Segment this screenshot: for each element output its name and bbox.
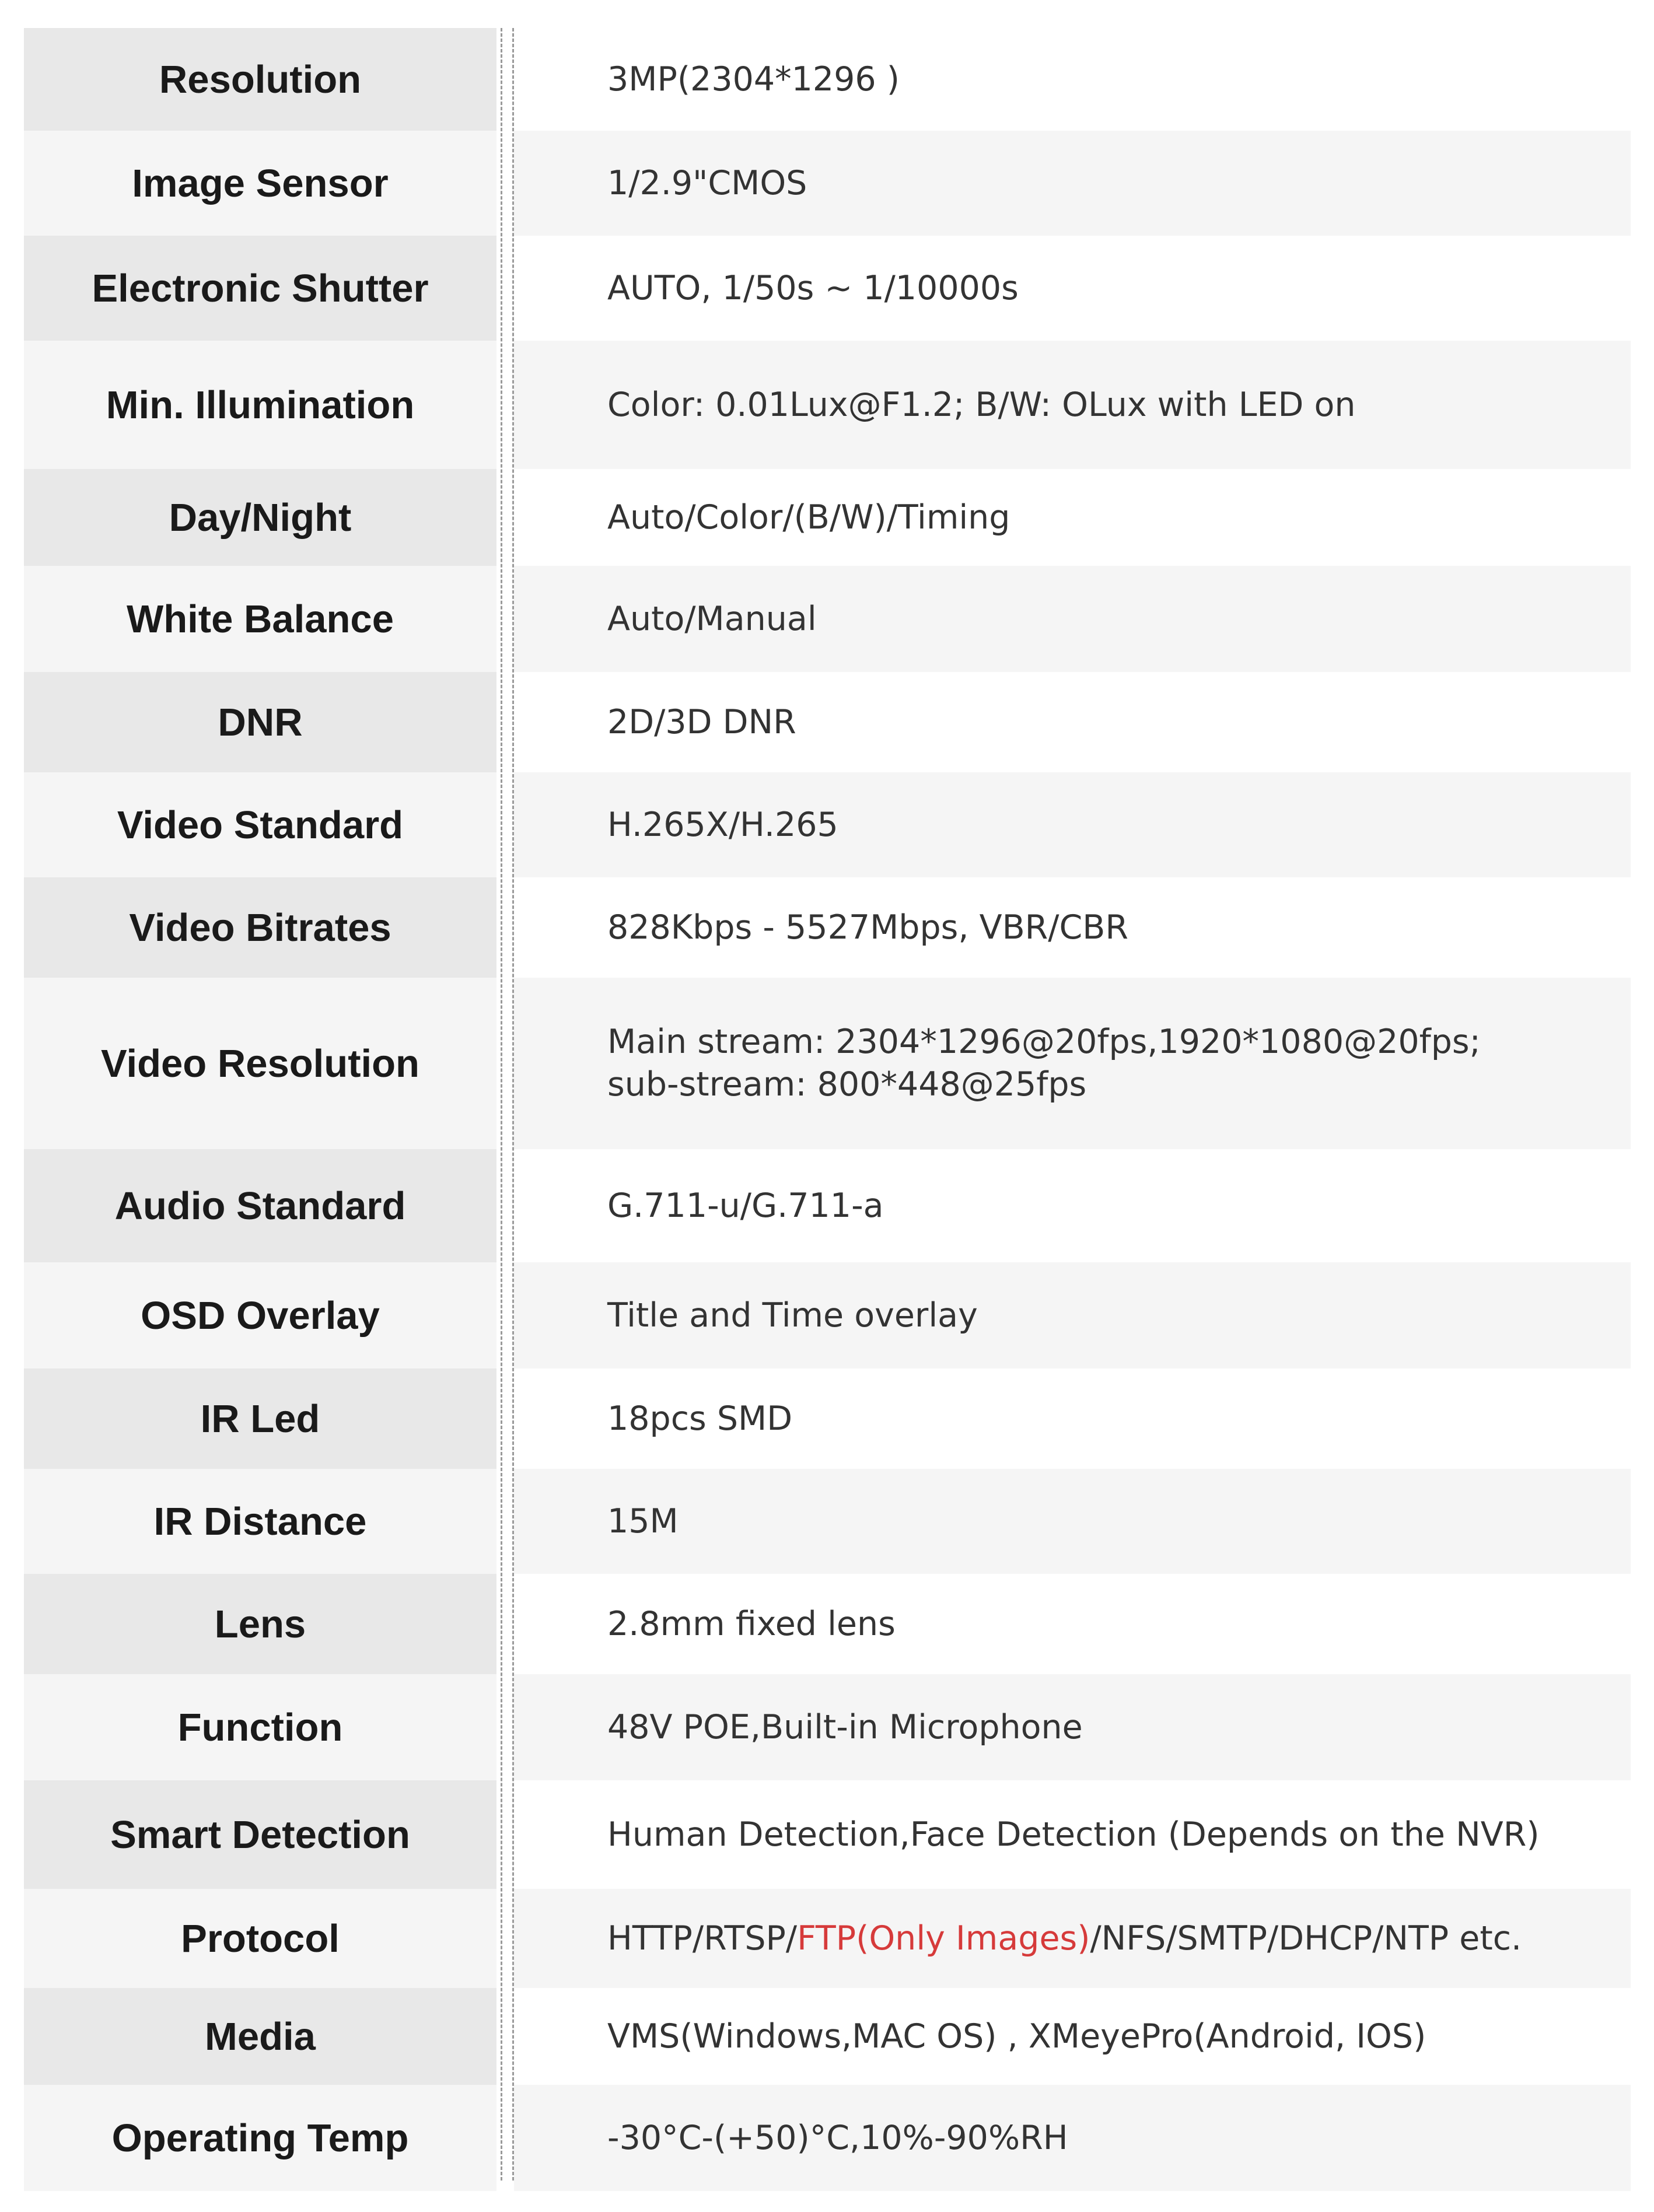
- spec-row-min-illumination: [24, 341, 1631, 469]
- spec-label: Function: [24, 1674, 496, 1780]
- spec-row-ir-distance: [24, 1469, 1631, 1574]
- spec-table: [24, 28, 1631, 2191]
- spec-label: Day/Night: [24, 469, 496, 566]
- spec-value-line-1: Main stream: 2304*1296@20fps,1920*1080@20fps;: [607, 1023, 1481, 1062]
- spec-label: Video Standard: [24, 772, 496, 877]
- spec-label: Operating Temp: [24, 2085, 496, 2191]
- spec-value-line-2: sub-stream: 800*448@25fps: [607, 1065, 1087, 1104]
- spec-label: Video Resolution: [24, 978, 496, 1149]
- spec-value: 15M: [514, 1469, 1631, 1574]
- spec-row-audio-standard: [24, 1149, 1631, 1262]
- spec-label: Video Bitrates: [24, 877, 496, 978]
- spec-row-video-standard: [24, 772, 1631, 877]
- spec-value: Human Detection,Face Detection (Depends on the NVR): [514, 1780, 1631, 1889]
- spec-value: [514, 1889, 1631, 1988]
- spec-value: Auto/Color/(B/W)/Timing: [514, 469, 1631, 566]
- spec-value: [514, 978, 1631, 1149]
- spec-value: AUTO, 1/50s ~ 1/10000s: [514, 236, 1631, 341]
- spec-row-video-bitrates: [24, 877, 1631, 978]
- spec-row-image-sensor: [24, 131, 1631, 236]
- spec-value: H.265X/H.265: [514, 772, 1631, 877]
- spec-row-smart-detection: [24, 1780, 1631, 1889]
- spec-row-resolution: [24, 28, 1631, 131]
- spec-label: Audio Standard: [24, 1149, 496, 1262]
- spec-value: 2D/3D DNR: [514, 672, 1631, 772]
- spec-label: IR Led: [24, 1368, 496, 1469]
- spec-label: IR Distance: [24, 1469, 496, 1574]
- spec-row-ir-led: [24, 1368, 1631, 1469]
- spec-row-operating-temp: [24, 2085, 1631, 2191]
- spec-row-lens: [24, 1574, 1631, 1674]
- spec-row-osd-overlay: [24, 1262, 1631, 1368]
- spec-value: 828Kbps - 5527Mbps, VBR/CBR: [514, 877, 1631, 978]
- spec-label: Image Sensor: [24, 131, 496, 236]
- spec-row-electronic-shutter: [24, 236, 1631, 341]
- column-divider-left: [501, 28, 502, 2180]
- spec-value: 48V POE,Built-in Microphone: [514, 1674, 1631, 1780]
- spec-value: G.711-u/G.711-a: [514, 1149, 1631, 1262]
- spec-value: Title and Time overlay: [514, 1262, 1631, 1368]
- spec-value-pre: HTTP/RTSP/: [607, 1919, 798, 1958]
- spec-label: Protocol: [24, 1889, 496, 1988]
- spec-label: DNR: [24, 672, 496, 772]
- spec-row-media: [24, 1988, 1631, 2085]
- column-divider-right: [512, 28, 514, 2180]
- spec-value: Auto/Manual: [514, 566, 1631, 672]
- spec-label: Lens: [24, 1574, 496, 1674]
- spec-value: -30°C-(+50)°C,10%-90%RH: [514, 2085, 1631, 2191]
- spec-value-post: /NFS/SMTP/DHCP/NTP etc.: [1090, 1919, 1522, 1958]
- spec-row-day-night: [24, 469, 1631, 566]
- spec-value: 1/2.9"CMOS: [514, 131, 1631, 236]
- spec-value: 2.8mm fixed lens: [514, 1574, 1631, 1674]
- spec-label: Min. Illumination: [24, 341, 496, 469]
- spec-value: 3MP(2304*1296 ): [514, 28, 1631, 131]
- spec-label: Smart Detection: [24, 1780, 496, 1889]
- spec-row-function: [24, 1674, 1631, 1780]
- spec-label: OSD Overlay: [24, 1262, 496, 1368]
- spec-value: Color: 0.01Lux@F1.2; B/W: OLux with LED on: [514, 341, 1631, 469]
- spec-row-white-balance: [24, 566, 1631, 672]
- spec-row-dnr: [24, 672, 1631, 772]
- spec-value: 18pcs SMD: [514, 1368, 1631, 1469]
- spec-value: VMS(Windows,MAC OS) , XMeyePro(Android, IOS): [514, 1988, 1631, 2085]
- spec-label: Electronic Shutter: [24, 236, 496, 341]
- spec-label: White Balance: [24, 566, 496, 672]
- spec-row-video-resolution: [24, 978, 1631, 1149]
- spec-label: Resolution: [24, 28, 496, 131]
- spec-value-highlight: FTP(Only Images): [797, 1919, 1090, 1958]
- spec-label: Media: [24, 1988, 496, 2085]
- spec-row-protocol: [24, 1889, 1631, 1988]
